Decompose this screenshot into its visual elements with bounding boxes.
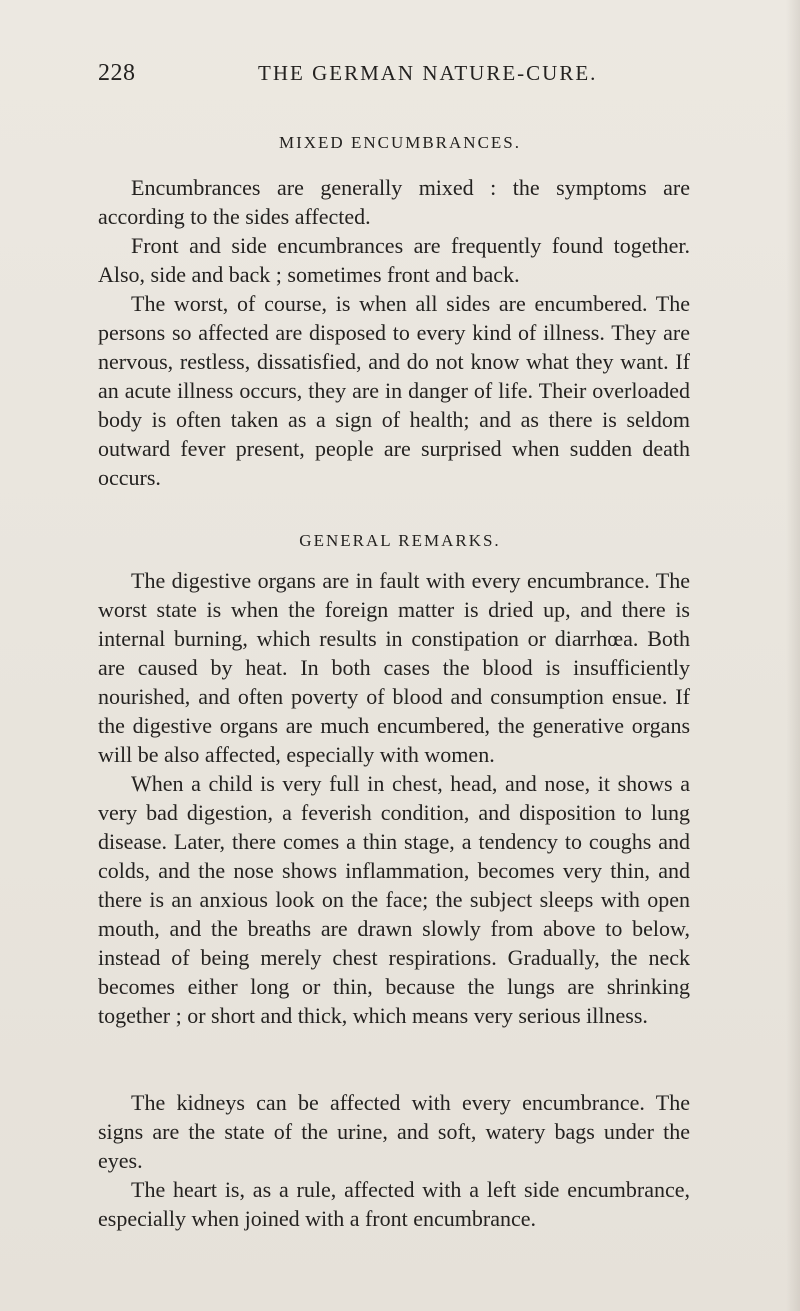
page-edge-shadow [786, 0, 800, 1311]
section-heading-mixed-encumbrances: MIXED ENCUMBRANCES. [278, 133, 522, 152]
paragraph: The kidneys can be affected with every encumbrance. The signs are the state of the urine, and soft, watery bags under the eyes. [98, 1090, 690, 1173]
section-heading-general-remarks: GENERAL REMARKS. [299, 531, 501, 550]
page-header [98, 60, 690, 90]
paragraph: Encumbrances are generally mixed : the symptoms are according to the sides affected. [98, 175, 690, 229]
paragraph: The worst, of course, is when all sides are encumbered. The persons so affected are disposed to every kind of illness. They are nervous, restless, dissatisfied, and do not know what they want. If an acute illness occurs, they are in danger of life. Their overloaded body is often taken as a sign of health; and as there is seldom outward fever present, people are surprised when sudden death occurs. [98, 291, 690, 490]
paragraph: Front and side encumbrances are frequently found together. Also, side and back ; sometimes front and back. [98, 233, 690, 287]
page-number: 228 [98, 60, 136, 86]
paragraph: The heart is, as a rule, affected with a left side encumbrance, especially when joined with a front encumbrance. [98, 1177, 690, 1231]
running-title: THE GERMAN NATURE-CURE. [258, 61, 598, 85]
paragraph: When a child is very full in chest, head, and nose, it shows a very bad digestion, a feverish condition, and disposition to lung disease. Later, there comes a thin stage, a tendency to coughs and colds, and the nose shows inflammation, becomes very thin, and there is an anxious look on the face; the subject sleeps with open mouth, and the breaths are drawn slowly from above to below, instead of being merely chest respirations. Gradually, the neck becomes either long or thin, because the lungs are shrinking together ; or short and thick, which means very serious illness. [98, 771, 690, 1028]
paragraph: The digestive organs are in fault with every encumbrance. The worst state is when the foreign matter is dried up, and there is internal burning, which results in constipation or diarrhœa. Both are caused by heat. In both cases the blood is insufficiently nourished, and often poverty of blood and consumption ensue. If the digestive organs are much encumbered, the generative organs will be also affected, especially with women. [98, 568, 690, 767]
